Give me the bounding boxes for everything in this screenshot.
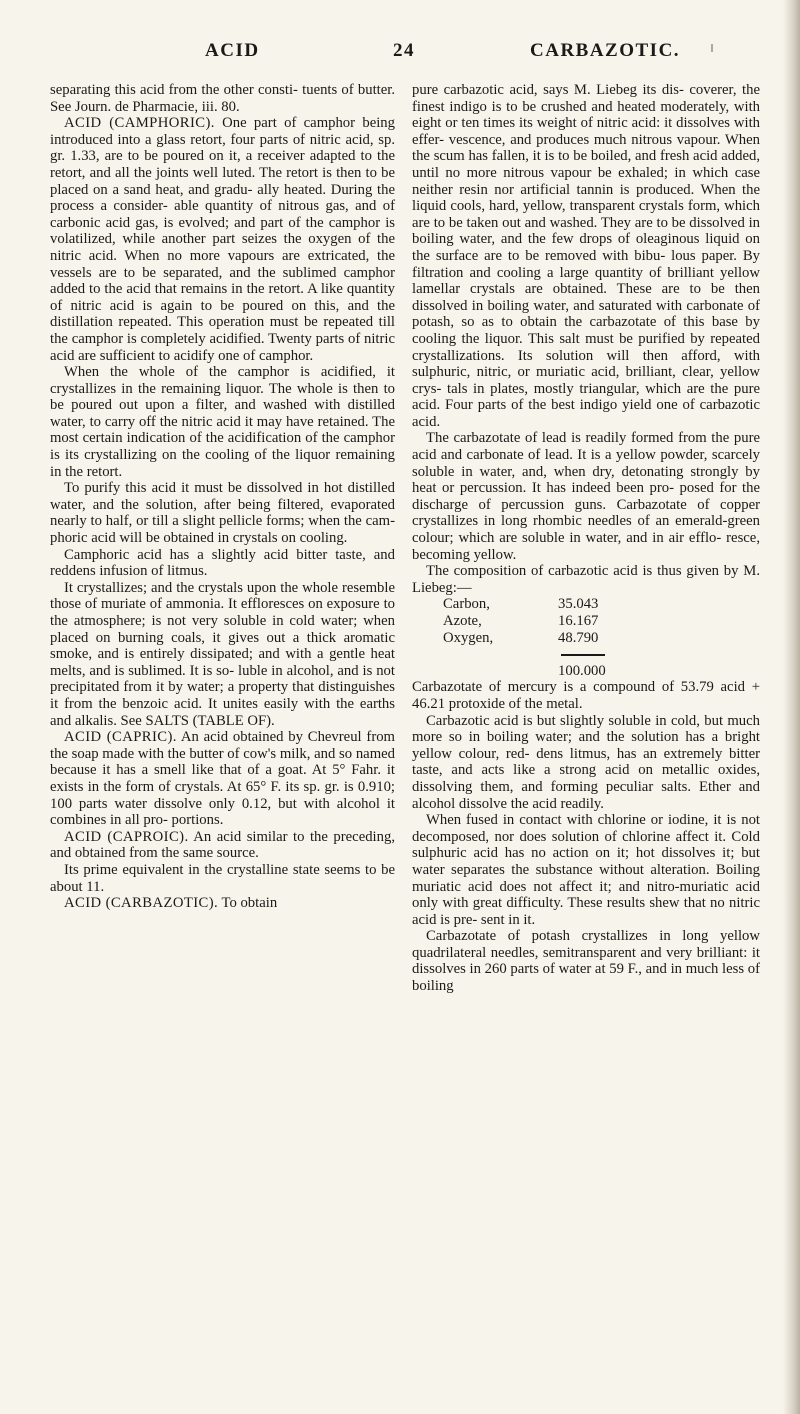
- composition-row: [412, 630, 648, 647]
- paragraph-composition-intro: The composition of carbazotic acid is thus given by M. Liebeg:—: [412, 563, 760, 596]
- paragraph-purify: To purify this acid it must be dissolved in hot distilled water, and the solution, after being filtered, evaporated nearly to half, or till a slight pellicle forms; when the cam- phoric acid will be obtained in crystals on cooling.: [50, 480, 395, 547]
- element-name: Carbon,: [443, 596, 490, 613]
- entry-text-capric: An acid obtained by Chevreul from the soap made with the butter of cow's milk, and so named because it has a smell like that of a goat. At 5° Fahr. it exists in the form of crystals. At 65° F. its sp. gr. is 0.910; 100 parts water dissolve only 0.12, but with alcohol it combines in all pro- portions.: [50, 729, 395, 829]
- element-name: Oxygen,: [443, 629, 494, 646]
- header-right-word: CARBAZOTIC.: [530, 40, 681, 61]
- paragraph-equivalent: Its prime equivalent in the crystalline state seems to be about 11.: [50, 861, 395, 895]
- paragraph-chlorine: When fused in contact with chlorine or iodine, it is not decomposed, nor does solution of chlorine affect it. Cold sulphuric acid has no action on it; hot dissolves it; but water separates the substance without alteration. Boiling muriatic acid does not affect it; and nitro-muriatic acid only with great difficulty. These results shew that no nitric acid is pre- sent in it.: [412, 812, 760, 928]
- paragraph-mercury: Carbazotate of mercury is a compound of 53.79 acid + 46.21 protoxide of the metal.: [412, 679, 760, 712]
- entry-text-carbazotic: To obtain: [221, 895, 278, 912]
- entry-title-capric: ACID (CAPRIC).: [64, 729, 177, 746]
- paragraph-solubility: Carbazotic acid is but slightly soluble in cold, but much more so in boiling water; and the solution has a bright yellow colour, red- dens litmus, has an extremely bitter taste, and acts like a strong acid on metallic oxides, dissolving them, and forming peculiar salts. Ether and alcohol dissolve the acid readily.: [412, 712, 760, 812]
- entry-title-caproic: ACID (CAPROIC).: [64, 828, 189, 845]
- composition-row: [412, 613, 648, 630]
- composition-row: [412, 596, 648, 613]
- element-value: 35.043: [558, 596, 599, 613]
- sum-rule: [561, 654, 605, 656]
- entry-caproic: [50, 829, 395, 862]
- paragraph-butter-end: separating this acid from the other consti- tuents of butter. See Journ. de Pharmacie, iii. 80.: [50, 82, 395, 115]
- print-mark: [711, 44, 713, 52]
- right-column: [412, 82, 760, 995]
- entry-carbazotic: [50, 895, 395, 912]
- entry-title-camphoric: ACID (CAMPHORIC).: [64, 115, 215, 132]
- left-column: [50, 82, 395, 912]
- paragraph-potash: Carbazotate of potash crystallizes in long yellow quadrilateral needles, semitransparent and very brilliant: it dissolves in 260 parts of water at 59 F., and in much less of boiling: [412, 928, 760, 995]
- paragraph-properties: It crystallizes; and the crystals upon the whole resemble those of muriate of ammonia. It effloresces on exposure to the atmosphere; is not very soluble in cold water; when placed on burning coals, it gives out a thick aromatic smoke, and is entirely dissipated; and with a gentle heat melts, and is sublimed. It is so- luble in alcohol, and is not precipitated from it by water; a property that distinguishes it from the benzoic acid. It unites easily with the earths and alkalis. See SALTS (TABLE OF).: [50, 579, 395, 729]
- paragraph-preparation: pure carbazotic acid, says M. Liebeg its dis- coverer, the finest indigo is to be crushed and heated moderately, with eight or ten times its weight of nitric acid: it dissolves with effer- vescence, and produces much nitrous vapour. When the scum has fallen, it is to be boiled, and fresh acid added, until no more nitrous vapour be exhaled; in which case neither resin nor artificial tannin is produced. When the liquid cools, hard, yellow, transparent crystals form, which are to be taken out and washed. They are to be dissolved in boiling water, and the few drops of oleaginous liquid on the surface are to be removed with bibu- lous paper. By filtration and cooling a large quantity of brilliant yellow lamellar crystals are obtained. These are to be then dissolved in boiling water, and saturated with carbonate of potash, so as to obtain the carbazotate of this base by cooling the liquor. This salt must be purified by repeated crystallizations. Its solution will then afford, with sulphuric, nitric, or muriatic acid, brilliant, clear, yellow crys- tals in plates, mostly triangular, which are the pure acid. Four parts of the best indigo yield one of carbazotic acid.: [412, 82, 760, 430]
- entry-title-carbazotic: ACID (CARBAZOTIC).: [64, 895, 219, 912]
- paragraph-lead-copper: The carbazotate of lead is readily formed from the pure acid and carbonate of lead. It is a yellow powder, scarcely soluble in water, and, when dry, detonating strongly by heat or percussion. It has indeed been pro- posed for the discharge of percussion guns. Carbazotate of copper crystallizes in long rhombic needles of an emerald-green colour; which are soluble in water, and in air efflo- resce, becoming yellow.: [412, 430, 760, 563]
- paragraph-taste: Camphoric acid has a slightly acid bitter taste, and reddens infusion of litmus.: [50, 546, 395, 580]
- element-value: 16.167: [558, 613, 599, 629]
- running-header: [0, 40, 800, 64]
- entry-text-caproic: An acid similar to the preceding, and obtained from the same source.: [50, 828, 395, 862]
- page-binding-edge: [783, 0, 800, 1414]
- element-name: Azote,: [443, 613, 482, 629]
- entry-capric: [50, 729, 395, 829]
- composition-total: 100.000: [558, 662, 606, 679]
- entry-text-camphoric: One part of camphor being introduced into a glass retort, four parts of nitric acid, sp. gr. 1.33, are to be poured on it, a receiver adapted to the retort, and all the joints well luted. The retort is then to be placed on a sand heat, and gradu- ally heated. During the process a consider- able quantity of nitrous gas, and of carbonic acid gas, is evolved; and part of the camphor is volatilized, while another part seizes the oxygen of the nitric acid. When no more vapours are extricated, the vessels are to be separated, and the sublimed camphor added to the acid that remains in the retort. A like quantity of nitric acid is again to be poured on this, and the distillation repeated. This operation must be repeated till the camphor is completely acidified. Twenty parts of nitric acid are sufficient to acidify one of camphor.: [50, 115, 395, 364]
- paragraph-crystallizes: When the whole of the camphor is acidified, it crystallizes in the remaining liquor. The whole is then to be poured out upon a filter, and washed with distilled water, to carry off the nitric acid it may have retained. The most certain indication of the acidification of the camphor is its crystallizing on the cooling of the liquor remaining in the retort.: [50, 364, 395, 480]
- composition-table: [412, 596, 648, 662]
- element-value: 48.790: [558, 629, 599, 646]
- sum-rule-row: [412, 646, 648, 663]
- page-number: 24: [393, 40, 415, 61]
- header-left-word: ACID: [205, 40, 260, 61]
- entry-camphoric: [50, 115, 395, 364]
